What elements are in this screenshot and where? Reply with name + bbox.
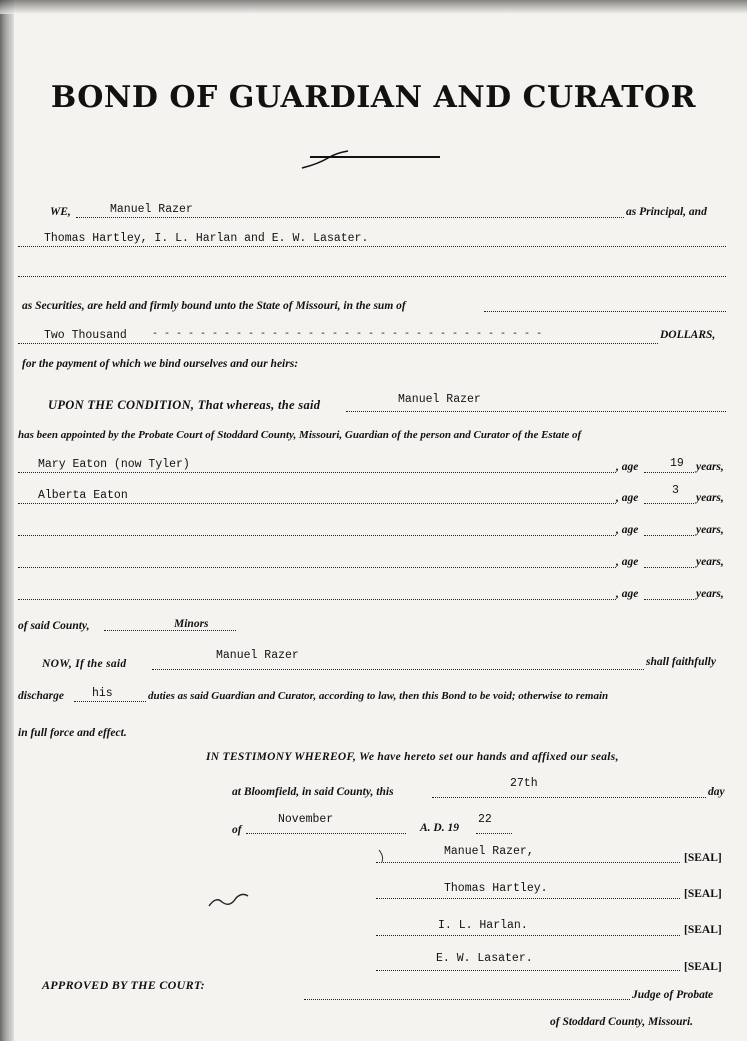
discharge-label: discharge	[18, 690, 64, 702]
minor-2-line	[18, 503, 616, 504]
day-line	[432, 797, 706, 798]
sum-line-2	[18, 343, 658, 344]
minor-1-age-line	[644, 472, 694, 473]
condition-name: Manuel Razer	[398, 393, 481, 406]
title-scribble	[298, 148, 358, 174]
minor-2-years-label: years,	[696, 492, 724, 504]
payment-text: for the payment of which we bind ourselves and our heirs:	[22, 358, 299, 370]
minor-1-age-label: , age	[616, 461, 639, 473]
we-label: WE,	[50, 206, 71, 218]
signature-2-line	[376, 898, 680, 899]
signature-1: Manuel Razer,	[444, 845, 534, 858]
scribble-mark-2	[206, 888, 252, 912]
now-line	[152, 669, 644, 670]
year-suffix: 22	[478, 813, 492, 826]
month-value: November	[278, 813, 334, 826]
minor-1-name: Mary Eaton (now Tyler)	[38, 458, 190, 471]
minor-1-years-label: years,	[696, 461, 724, 473]
judge-county: of Stoddard County, Missouri.	[550, 1016, 694, 1028]
condition-line	[346, 411, 726, 412]
minor-4-age-label: , age	[616, 556, 639, 568]
minor-5-line	[18, 599, 616, 600]
minor-2-age-line	[644, 503, 694, 504]
minor-3-line	[18, 535, 616, 536]
condition-label: UPON THE CONDITION, That whereas, the said	[48, 398, 321, 412]
principal-name: Manuel Razer	[110, 203, 193, 216]
scan-edge-top	[0, 0, 747, 14]
securities-names: Thomas Hartley, I. L. Harlan and E. W. Lasater.	[44, 232, 369, 245]
minor-3-age-line	[644, 535, 694, 536]
duties-text: duties as said Guardian and Curator, according to law, then this Bond to be void; otherwise to remain	[148, 690, 609, 702]
minor-4-line	[18, 567, 616, 568]
minor-3-years-label: years,	[696, 524, 724, 536]
faithfully-label: shall faithfully	[646, 656, 716, 668]
place-text: at Bloomfield, in said County, this	[232, 786, 394, 798]
now-label: NOW, If the said	[42, 658, 127, 670]
judge-label: Judge of Probate	[632, 989, 714, 1001]
signature-4: E. W. Lasater.	[436, 952, 533, 965]
approved-label: APPROVED BY THE COURT:	[42, 978, 205, 992]
minor-2-age: 3	[672, 484, 679, 497]
appointed-text: has been appointed by the Probate Court of Stoddard County, Missouri, Guardian of the person and Curator of the Estate of	[18, 429, 582, 441]
signature-3-line	[376, 935, 680, 936]
seal-3: [SEAL]	[684, 924, 722, 936]
day-value: 27th	[510, 777, 538, 790]
minor-1-age: 19	[670, 457, 684, 470]
of-label: of	[232, 824, 242, 836]
ad-label: A. D. 19	[420, 822, 459, 834]
pronoun-line	[74, 701, 146, 702]
minor-1-line	[18, 472, 616, 473]
county-label: of said County,	[18, 620, 90, 632]
day-label: day	[708, 786, 725, 798]
signature-3: I. L. Harlan.	[438, 919, 528, 932]
securities-line-2	[18, 276, 726, 277]
minor-2-age-label: , age	[616, 492, 639, 504]
minor-2-name: Alberta Eaton	[38, 489, 128, 502]
minor-3-age-label: , age	[616, 524, 639, 536]
now-name: Manuel Razer	[216, 649, 299, 662]
judge-line	[304, 999, 630, 1000]
securities-line-1	[18, 246, 726, 247]
seal-1: [SEAL]	[684, 852, 722, 864]
minors-line	[104, 630, 236, 631]
seal-2: [SEAL]	[684, 888, 722, 900]
scan-edge-left	[0, 0, 14, 1041]
year-line	[476, 833, 512, 834]
sum-line-1	[484, 311, 726, 312]
document-title: BOND OF GUARDIAN AND CURATOR	[50, 80, 697, 115]
signature-2: Thomas Hartley.	[444, 882, 548, 895]
securities-label: as Securities, are held and firmly bound unto the State of Missouri, in the sum of	[22, 300, 406, 312]
signature-4-line	[376, 970, 680, 971]
dollars-label: DOLLARS,	[660, 329, 716, 341]
minors-label: Minors	[174, 618, 209, 630]
sum-dashes: - - - - - - - - - - - - - - - - - - - - - - - - - - - - - - - - -	[152, 329, 543, 340]
minor-5-years-label: years,	[696, 588, 724, 600]
minor-5-age-label: , age	[616, 588, 639, 600]
force-text: in full force and effect.	[18, 727, 127, 739]
pronoun: his	[92, 687, 113, 700]
minor-4-years-label: years,	[696, 556, 724, 568]
sum-text: Two Thousand	[44, 329, 127, 342]
as-principal-label: as Principal, and	[626, 206, 707, 218]
principal-line	[76, 217, 624, 218]
signature-1-line	[376, 862, 680, 863]
minor-4-age-line	[644, 567, 694, 568]
month-line	[246, 833, 406, 834]
testimony-text: IN TESTIMONY WHEREOF, We have hereto set our hands and affixed our seals,	[206, 751, 619, 763]
minor-5-age-line	[644, 599, 694, 600]
seal-4: [SEAL]	[684, 961, 722, 973]
